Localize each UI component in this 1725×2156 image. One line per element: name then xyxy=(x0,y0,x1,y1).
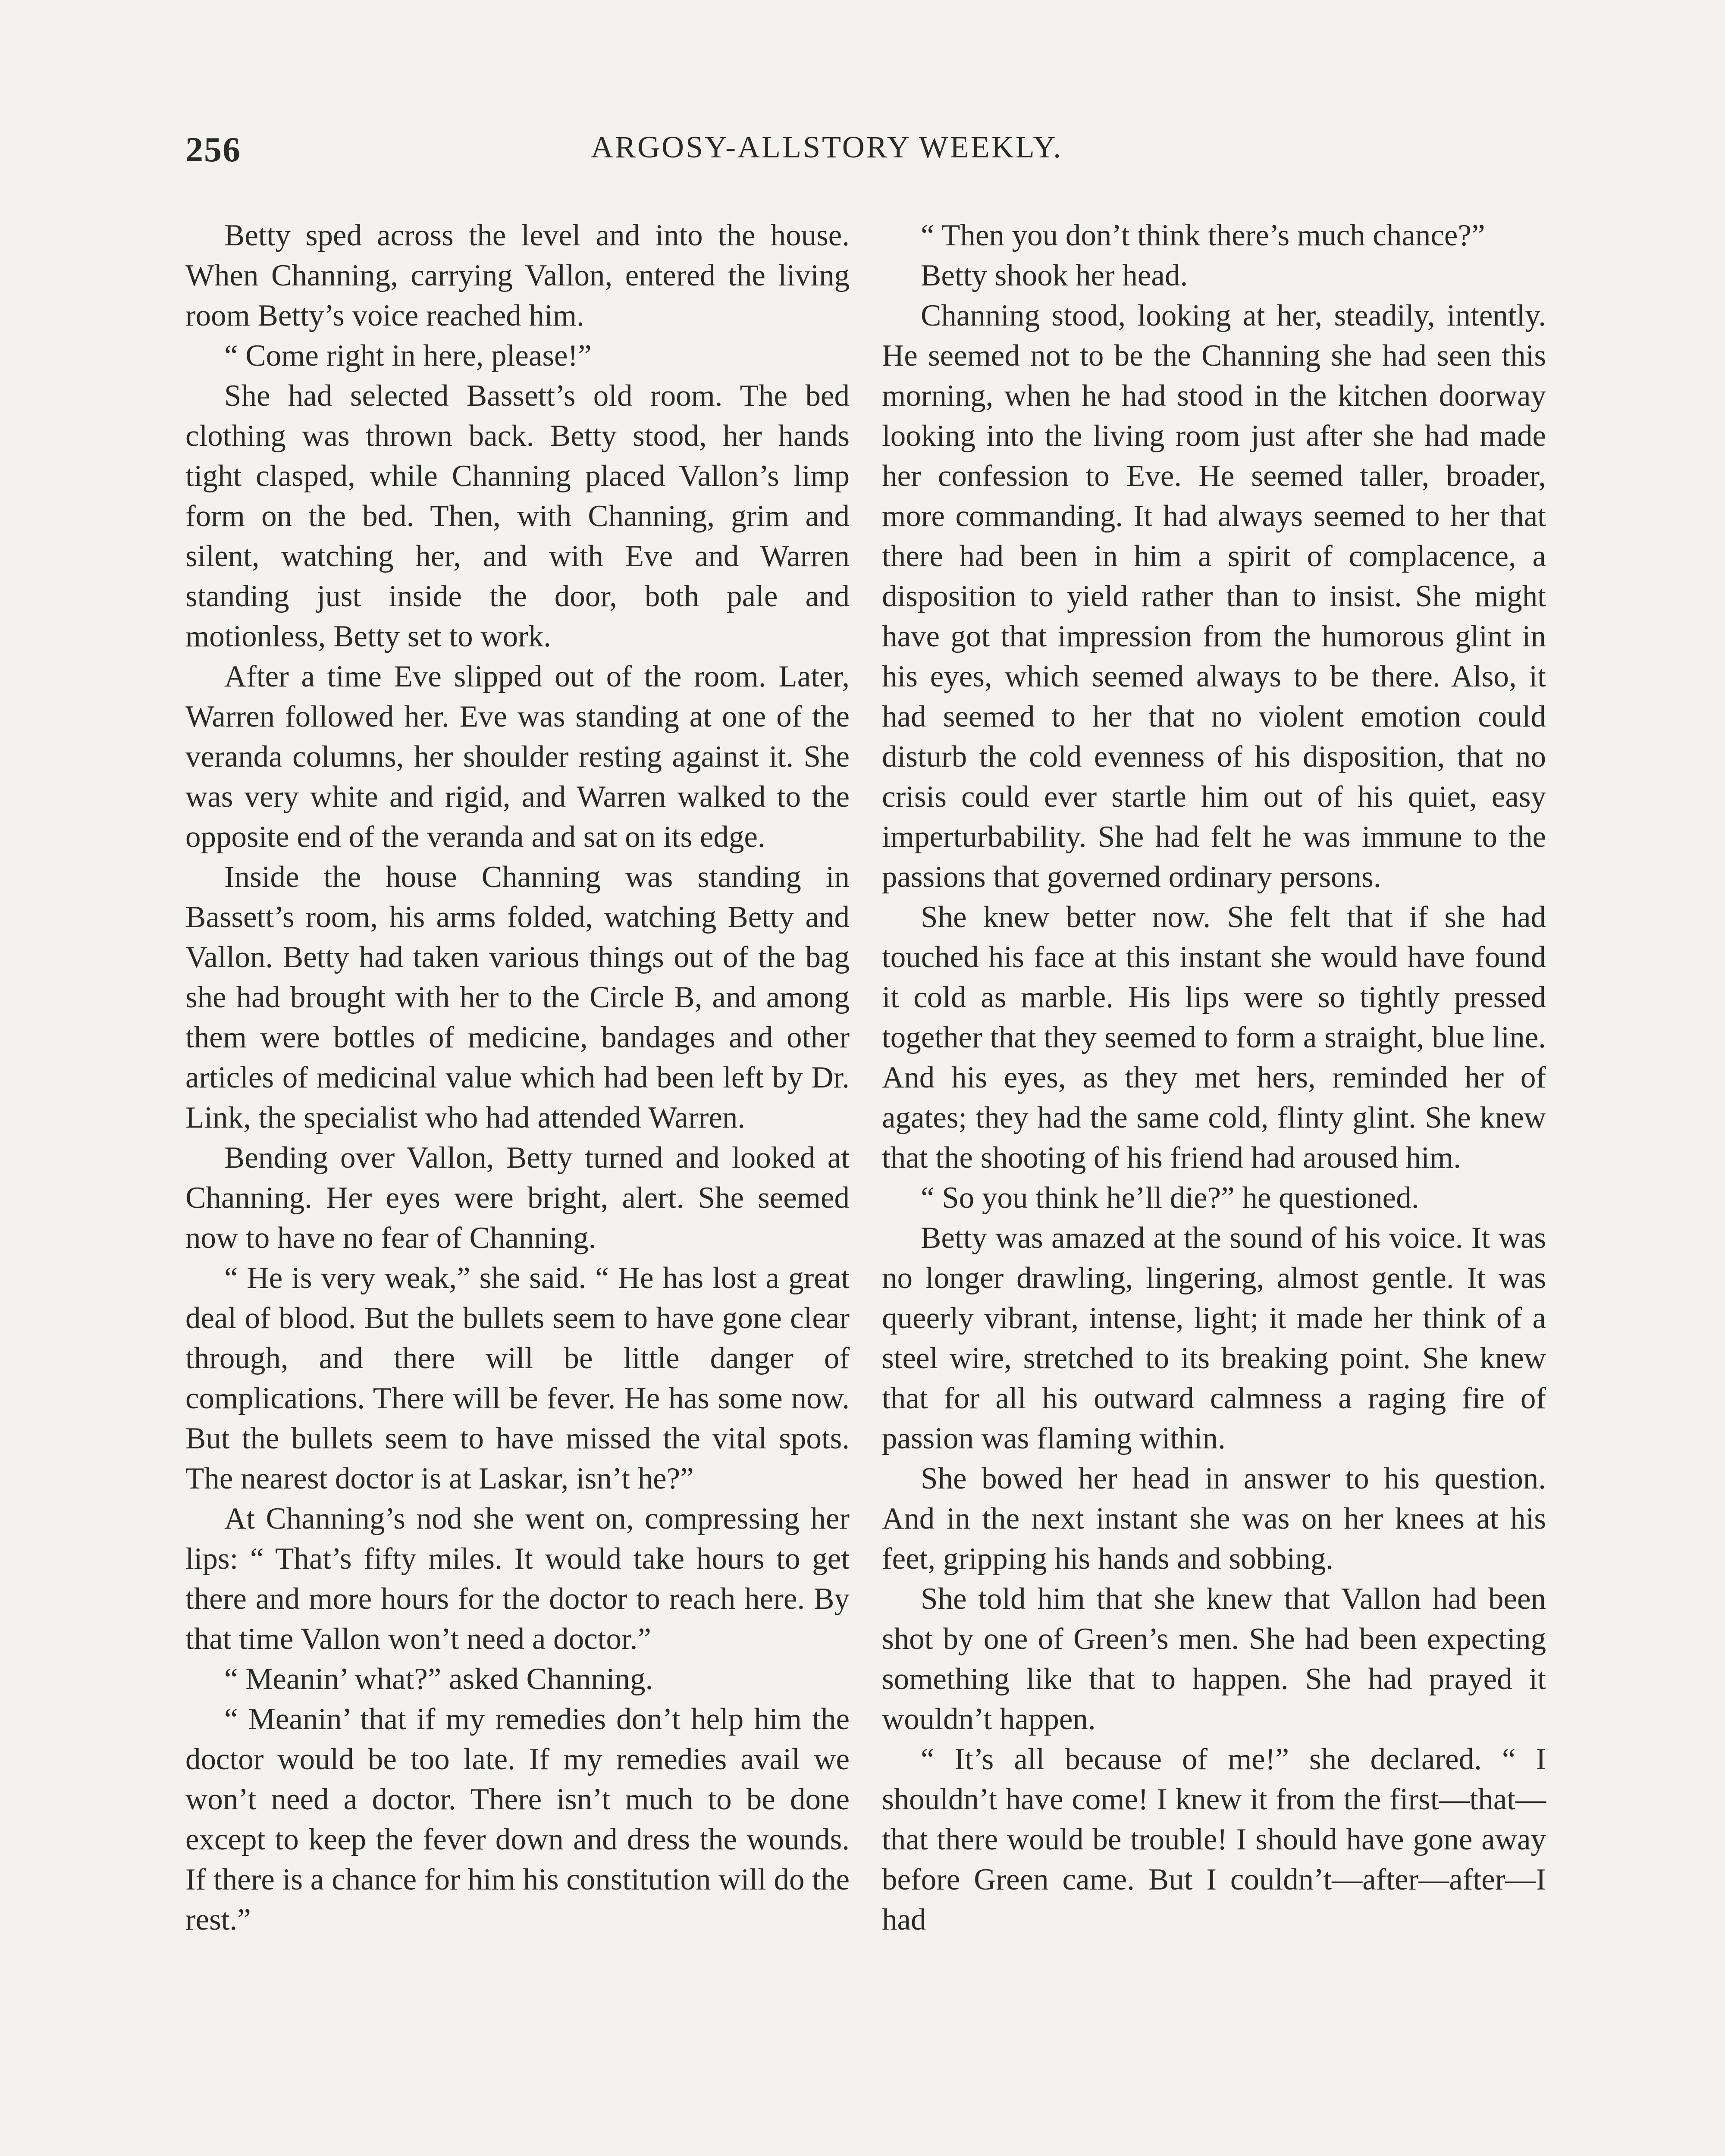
paragraph: “ He is very weak,” she said. “ He has lost a great deal of blood. But the bullets seem to have gone clear through, and there will be little danger of complications. There will be fever. He has some now. But the bullets seem to have missed the vital spots. The nearest doctor is at Laskar, isn’t he?” xyxy=(185,1261,850,1495)
paragraph: “ Meanin’ that if my remedies don’t help him the doctor would be too late. If my remedies avail we won’t need a doctor. There isn’t much to be done except to keep the fever down and dress the wounds. If there is a chance for him his constitution will do the rest.” xyxy=(185,1702,850,1937)
paragraph: “ Meanin’ what?” asked Channing. xyxy=(224,1662,653,1696)
paragraph: Betty shook her head. xyxy=(921,259,1188,292)
paragraph: At Channing’s nod she went on, compressing her lips: “ That’s fifty miles. It would take hours to get there and more hours for the doctor to reach here. By that time Vallon won’t need a doctor.” xyxy=(185,1502,850,1656)
paragraph: “ Then you don’t think there’s much chance?” xyxy=(921,219,1485,252)
paragraph: Bending over Vallon, Betty turned and looked at Channing. Her eyes were bright, alert. She seemed now to have no fear of Channing. xyxy=(185,1141,850,1255)
paragraph: “ So you think he’ll die?” he questioned. xyxy=(921,1181,1419,1215)
paragraph: She told him that she knew that Vallon had been shot by one of Green’s men. She had been expecting something like that to happen. She had prayed it wouldn’t happen. xyxy=(882,1582,1546,1736)
right-column xyxy=(882,216,1546,1940)
paragraph: Channing stood, looking at her, steadily, intently. He seemed not to be the Channing she had seen this morning, when he had stood in the kitchen doorway looking into the living room just after she had made her confession to Eve. He seemed taller, broader, more commanding. It had always seemed to her that there had been in him a spirit of complacence, a disposition to yield rather than to insist. She might have got that impression from the humorous glint in his eyes, which seemed always to be there. Also, it had seemed to her that no violent emotion could disturb the cold evenness of his disposition, that no crisis could ever startle him out of his quiet, easy imperturbability. She had felt he was immune to the passions that governed ordinary persons. xyxy=(882,299,1546,894)
paragraph: “ It’s all because of me!” she declared. “ I shouldn’t have come! I knew it from the first—that—that there would be trouble! I should have gone away before Green came. But I couldn’t—after—after—I had xyxy=(882,1742,1546,1937)
left-column xyxy=(185,216,850,1940)
paragraph: Betty was amazed at the sound of his voice. It was no longer drawling, lingering, almost gentle. It was queerly vibrant, intense, light; it made her think of a steel wire, stretched to its breaking point. She knew that for all his outward calmness a raging fire of passion was flaming within. xyxy=(882,1221,1546,1455)
paragraph: After a time Eve slipped out of the room. Later, Warren followed her. Eve was standing at one of the veranda columns, her shoulder resting against it. She was very white and rigid, and Warren walked to the opposite end of the veranda and sat on its edge. xyxy=(185,660,850,854)
paragraph: Inside the house Channing was standing in Bassett’s room, his arms folded, watching Betty and Vallon. Betty had taken various things out of the bag she had brought with her to the Circle B, and among them were bottles of medicine, bandages and other articles of medicinal value which had been left by Dr. Link, the specialist who had attended Warren. xyxy=(185,860,850,1134)
paragraph: She bowed her head in answer to his question. And in the next instant she was on her knees at his feet, gripping his hands and sobbing. xyxy=(882,1462,1546,1576)
page-number: 256 xyxy=(185,130,241,169)
paragraph: “ Come right in here, please!” xyxy=(224,339,592,373)
paragraph: Betty sped across the level and into the house. When Channing, carrying Vallon, entered the living room Betty’s voice reached him. xyxy=(185,219,850,332)
paragraph: She knew better now. She felt that if she had touched his face at this instant she would have found it cold as marble. His lips were so tightly pressed together that they seemed to form a straight, blue line. And his eyes, as they met hers, reminded her of agates; they had the same cold, flinty glint. She knew that the shooting of his friend had aroused him. xyxy=(882,900,1546,1175)
paragraph: She had selected Bassett’s old room. The bed clothing was thrown back. Betty stood, her hands tight clasped, while Channing placed Vallon’s limp form on the bed. Then, with Channing, grim and silent, watching her, and with Eve and Warren standing just inside the door, both pale and motionless, Betty set to work. xyxy=(185,379,850,653)
running-title: ARGOSY-ALLSTORY WEEKLY. xyxy=(591,130,1063,164)
